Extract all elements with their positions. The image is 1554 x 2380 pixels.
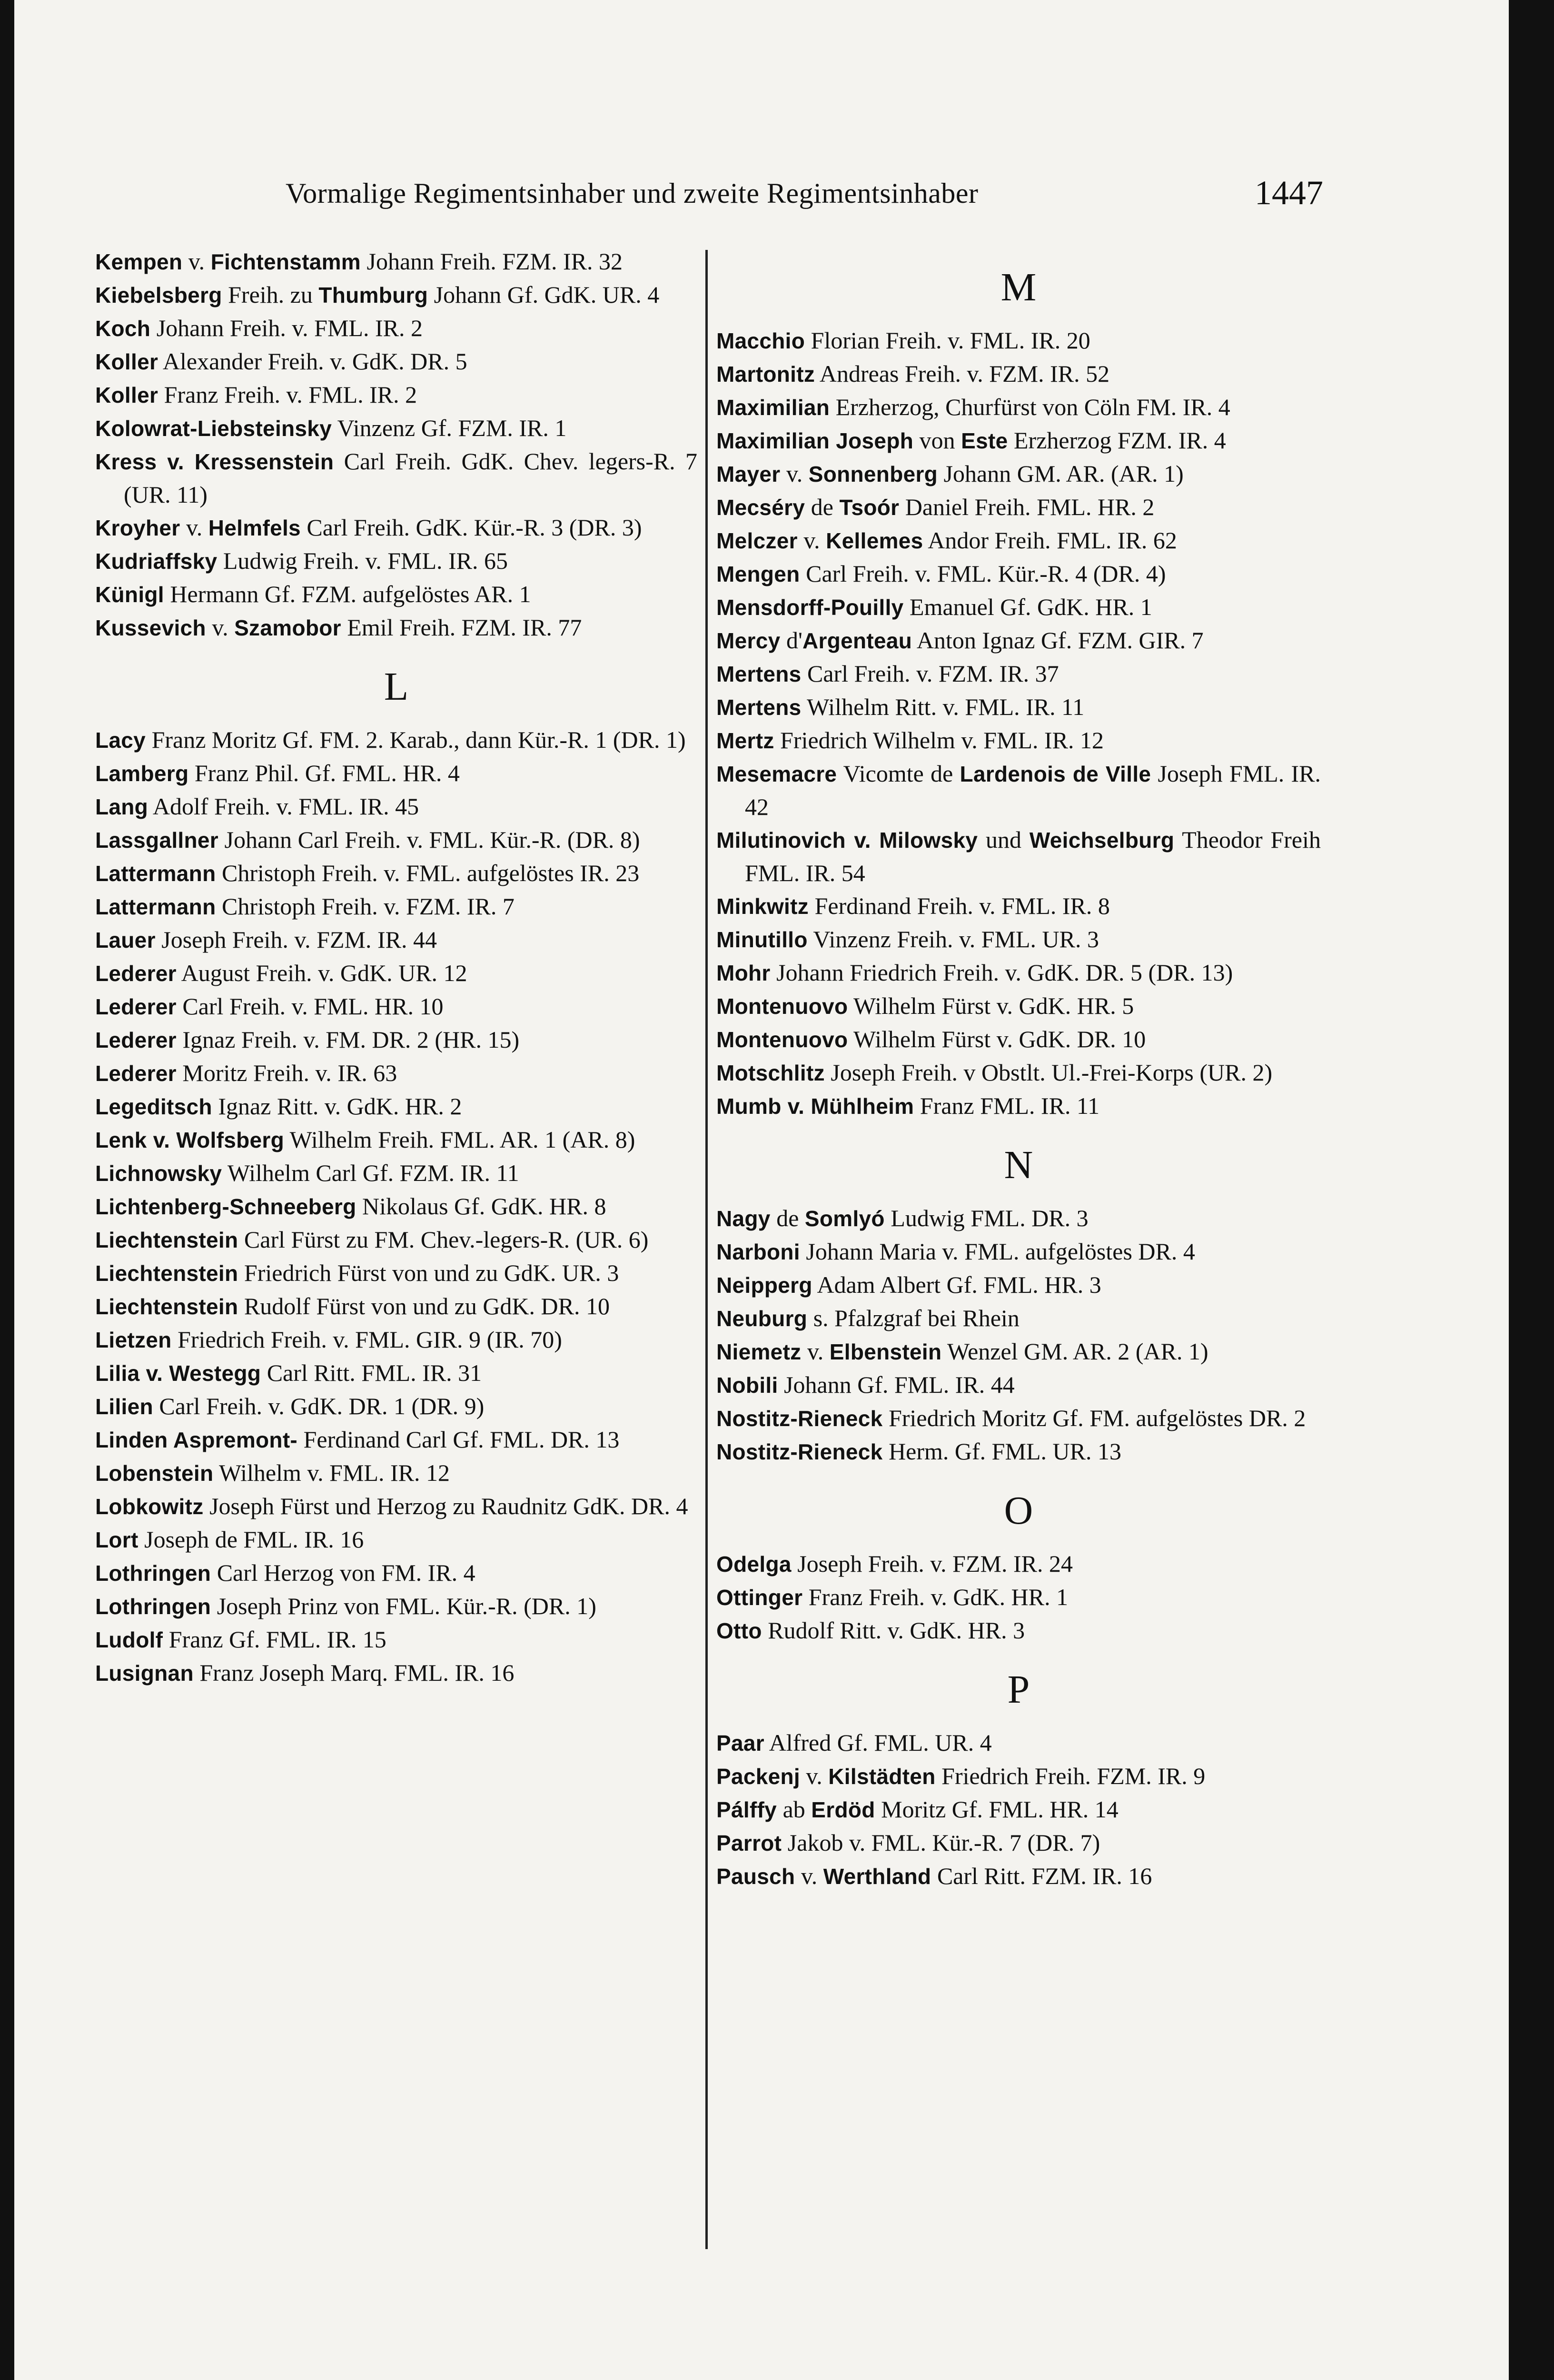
register-entry [95, 724, 697, 757]
register-entry [716, 823, 1321, 890]
entry-name: Weichselburg [1029, 828, 1175, 853]
entry-name: Fichtenstamm [210, 249, 361, 274]
entry-details: Andor Freih. FML. IR. 62 [923, 527, 1177, 554]
entry-name: Liechtenstein [95, 1294, 238, 1319]
register-entry [95, 445, 697, 511]
entry-name: Mengen [716, 562, 800, 586]
entry-details: Freih. zu [222, 281, 319, 308]
register-entry [716, 1760, 1321, 1793]
entry-name: Mecséry [716, 495, 805, 520]
entry-details: Wilhelm Fürst v. GdK. DR. 10 [848, 1026, 1146, 1052]
entry-name: Somlyó [804, 1206, 885, 1231]
entry-name: Liechtenstein [95, 1261, 238, 1286]
entry-name: Lederer [95, 1028, 177, 1052]
section-letter: P [1007, 1667, 1030, 1712]
entry-name: Lusignan [95, 1661, 194, 1686]
register-entry [95, 511, 697, 545]
entry-name: Minutillo [716, 927, 808, 952]
entry-details: Carl Freih. v. FML. HR. 10 [176, 993, 444, 1020]
register-entry [95, 990, 697, 1023]
entry-name: Kilstädten [828, 1764, 936, 1789]
entry-name: Mensdorff-Pouilly [716, 595, 904, 620]
entry-name: Lardenois de Ville [960, 762, 1151, 786]
entry-name: Motschlitz [716, 1061, 825, 1085]
entry-name: Künigl [95, 582, 164, 607]
register-entry [716, 1335, 1321, 1368]
register-entry [716, 1581, 1321, 1614]
register-entry [95, 1523, 697, 1557]
entry-details: Johann Gf. GdK. UR. 4 [428, 281, 660, 308]
register-entry [95, 757, 697, 790]
register-entry [95, 1457, 697, 1490]
entry-details: Nikolaus Gf. GdK. HR. 8 [356, 1193, 606, 1220]
register-entry [716, 524, 1321, 557]
entry-details: ab [777, 1796, 812, 1823]
entry-name: Pálffy [716, 1797, 777, 1822]
register-entry [716, 1368, 1321, 1402]
section-letter: N [1004, 1143, 1033, 1187]
entry-name: Lilien [95, 1394, 153, 1419]
register-entry [716, 724, 1321, 757]
register-entry [95, 1157, 697, 1190]
entry-name: Otto [716, 1618, 762, 1643]
register-entry [95, 378, 697, 412]
entry-details: Erzherzog FZM. IR. 4 [1008, 427, 1226, 454]
entry-details: Carl Freih. v. GdK. DR. 1 (DR. 9) [153, 1393, 485, 1419]
entry-name: Erdöd [811, 1797, 875, 1822]
entry-details: Ignaz Freih. v. FM. DR. 2 (HR. 15) [176, 1026, 520, 1053]
entry-details: Emil Freih. FZM. IR. 77 [341, 614, 582, 641]
entry-details: August Freih. v. GdK. UR. 12 [176, 960, 467, 986]
entry-details: Johann Gf. FML. IR. 44 [778, 1371, 1015, 1398]
entry-details: Carl Ritt. FML. IR. 31 [261, 1359, 482, 1386]
entry-name: Milutinovich v. Milowsky [716, 828, 978, 853]
register-entry [716, 1090, 1321, 1123]
entry-name: Lassgallner [95, 828, 218, 853]
entry-name: Lamberg [95, 761, 189, 786]
entry-details: von [913, 427, 961, 454]
entry-name: Melczer [716, 528, 798, 553]
entry-name: Maximilian [716, 395, 830, 420]
entry-name: Ottinger [716, 1585, 803, 1610]
entry-details: v. [206, 614, 235, 641]
register-entry [716, 591, 1321, 624]
entry-details: Jakob v. FML. Kür.-R. 7 (DR. 7) [782, 1829, 1100, 1856]
register-entry [716, 890, 1321, 923]
entry-name: Thumburg [318, 283, 428, 307]
register-entry [716, 424, 1321, 457]
register-entry [716, 1826, 1321, 1860]
entry-details: Erzherzog, Churfürst von Cöln FM. IR. 4 [830, 394, 1230, 420]
entry-name: Lang [95, 794, 148, 819]
entry-details: Carl Fürst zu FM. Chev.-legers-R. (UR. 6) [238, 1226, 649, 1253]
entry-details: d' [780, 627, 802, 654]
entry-details: Franz FML. IR. 11 [914, 1092, 1100, 1119]
entry-details: Johann Freih. FZM. IR. 32 [361, 248, 623, 275]
entry-details: Franz Joseph Marq. FML. IR. 16 [193, 1659, 515, 1686]
register-entry [716, 1269, 1321, 1302]
entry-details: Ludwig FML. DR. 3 [884, 1205, 1089, 1231]
register-entry [95, 412, 697, 445]
register-entry [716, 923, 1321, 956]
entry-name: Lederer [95, 1061, 177, 1086]
register-entry [716, 324, 1321, 357]
entry-name: Liechtenstein [95, 1228, 238, 1252]
register-entry [716, 1614, 1321, 1647]
entry-name: Ludolf [95, 1627, 163, 1652]
entry-details: Wilhelm Fürst v. GdK. HR. 5 [848, 992, 1134, 1019]
entry-details: v. [800, 1763, 829, 1789]
entry-name: Neipperg [716, 1273, 812, 1298]
entry-details: Wenzel GM. AR. 2 (AR. 1) [941, 1338, 1208, 1365]
entry-name: Mesemacre [716, 762, 837, 786]
entry-name: Niemetz [716, 1339, 802, 1364]
entry-details: Carl Ritt. FZM. IR. 16 [931, 1863, 1152, 1889]
entry-details: v. [182, 248, 211, 275]
register-entry [716, 956, 1321, 990]
entry-details: Alfred Gf. FML. UR. 4 [764, 1729, 992, 1756]
entry-details: Ignaz Ritt. v. GdK. HR. 2 [212, 1093, 462, 1120]
entry-name: Koch [95, 316, 151, 341]
entry-details: de [805, 494, 840, 520]
register-entry [716, 757, 1321, 823]
entry-details: Friedrich Freih. FZM. IR. 9 [935, 1763, 1206, 1789]
entry-name: Mohr [716, 961, 771, 985]
entry-name: Mercy [716, 628, 781, 653]
entry-name: Lort [95, 1527, 139, 1552]
register-entry [716, 391, 1321, 424]
register-entry [95, 1057, 697, 1090]
entry-name: Koller [95, 349, 158, 374]
entry-details: Carl Freih. GdK. Chev. legers-R. 7 (UR. 11) [124, 448, 697, 508]
entry-name: Tsoór [839, 495, 900, 520]
register-entry [716, 657, 1321, 691]
entry-name: Minkwitz [716, 894, 809, 919]
register-entry [95, 1390, 697, 1423]
entry-name: Linden Aspremont- [95, 1428, 298, 1452]
column-divider [705, 250, 708, 2249]
entry-details: Wilhelm Carl Gf. FZM. IR. 11 [222, 1160, 519, 1186]
entry-name: Lichtenberg-Schneeberg [95, 1194, 356, 1219]
entry-name: Kolowrat-Liebsteinsky [95, 416, 332, 441]
entry-name: Nagy [716, 1206, 771, 1231]
register-entry [95, 1623, 697, 1656]
entry-name: Lichnowsky [95, 1161, 222, 1186]
entry-details: Franz Freih. v. FML. IR. 2 [158, 381, 417, 408]
register-entry [95, 1357, 697, 1390]
entry-details: Vicomte de [837, 760, 960, 787]
entry-name: Maximilian Joseph [716, 428, 914, 453]
entry-name: Mertz [716, 728, 774, 753]
entry-name: Mumb v. Mühlheim [716, 1094, 914, 1119]
entry-name: Parrot [716, 1831, 782, 1855]
entry-name: Neuburg [716, 1306, 808, 1331]
entry-details: Florian Freih. v. FML. IR. 20 [805, 327, 1090, 354]
register-entry [95, 1257, 697, 1290]
page-header [286, 174, 1323, 220]
entry-details: Ludwig Freih. v. FML. IR. 65 [217, 547, 508, 574]
entry-details: Franz Gf. FML. IR. 15 [163, 1626, 386, 1653]
entry-name: Lattermann [95, 861, 216, 886]
entry-name: Nostitz-Rieneck [716, 1439, 883, 1464]
entry-details: Herm. Gf. FML. UR. 13 [882, 1438, 1121, 1465]
left-column [95, 245, 697, 1690]
entry-details: Joseph de FML. IR. 16 [138, 1526, 364, 1553]
register-entry [95, 1090, 697, 1123]
register-entry [95, 790, 697, 823]
register-entry [95, 345, 697, 378]
entry-name: Argenteau [802, 628, 912, 653]
entry-name: Packenj [716, 1764, 800, 1789]
entry-name: Mayer [716, 462, 781, 486]
register-entry [716, 491, 1321, 524]
entry-details: Wilhelm Ritt. v. FML. IR. 11 [801, 694, 1085, 720]
register-entry [716, 1056, 1321, 1090]
entry-name: Lietzen [95, 1328, 172, 1352]
entry-details: Adolf Freih. v. FML. IR. 45 [148, 793, 419, 820]
entry-details: Vinzenz Gf. FZM. IR. 1 [332, 415, 567, 441]
entry-details: Moritz Gf. FML. HR. 14 [875, 1796, 1118, 1823]
entry-name: Nobili [716, 1373, 778, 1398]
register-entry [95, 1323, 697, 1357]
register-entry [95, 545, 697, 578]
register-entry [95, 957, 697, 990]
entry-name: Pausch [716, 1864, 795, 1889]
entry-name: Kudriaffsky [95, 549, 218, 574]
entry-details: Johann Carl Freih. v. FML. Kür.-R. (DR. 8) [218, 826, 640, 853]
entry-details: v. [795, 1863, 823, 1889]
entry-details: Carl Freih. GdK. Kür.-R. 3 (DR. 3) [300, 514, 642, 541]
register-entry [95, 1290, 697, 1323]
register-entry [95, 857, 697, 890]
entry-details: Carl Freih. v. FML. Kür.-R. 4 (DR. 4) [800, 560, 1166, 587]
entry-name: Lobkowitz [95, 1494, 204, 1519]
entry-details: v. [180, 514, 208, 541]
register-entry [95, 1023, 697, 1057]
entry-name: Kussevich [95, 615, 206, 640]
register-entry [716, 1023, 1321, 1056]
entry-name: Lauer [95, 928, 156, 952]
entry-details: Joseph FML. IR. 42 [745, 760, 1321, 820]
entry-details: Theodor Freih FML. IR. 54 [745, 826, 1321, 886]
entry-details: de [770, 1205, 805, 1231]
entry-name: Lobenstein [95, 1461, 214, 1486]
register-entry [716, 1860, 1321, 1893]
entry-details: v. [780, 460, 809, 487]
entry-details: Wilhelm Freih. FML. AR. 1 (AR. 8) [284, 1126, 635, 1153]
entry-details: Joseph Prinz von FML. Kür.-R. (DR. 1) [211, 1593, 596, 1619]
entry-name: Lederer [95, 994, 177, 1019]
register-entry [716, 457, 1321, 491]
entry-name: Narboni [716, 1240, 800, 1264]
register-entry [95, 1223, 697, 1257]
register-entry [95, 312, 697, 345]
entry-details: Hermann Gf. FZM. aufgelöstes AR. 1 [164, 581, 531, 607]
entry-details: v. [797, 527, 826, 554]
register-entry [95, 823, 697, 857]
entry-name: Lattermann [95, 894, 216, 919]
entry-details: Johann GM. AR. (AR. 1) [938, 460, 1184, 487]
entry-details: Andreas Freih. v. FZM. IR. 52 [815, 360, 1110, 387]
section-letter: O [1004, 1488, 1033, 1533]
entry-details: Anton Ignaz Gf. FZM. GIR. 7 [912, 627, 1204, 654]
register-entry [95, 890, 697, 923]
entry-details: Emanuel Gf. GdK. HR. 1 [903, 594, 1152, 620]
entry-name: Sonnenberg [808, 462, 938, 486]
entry-details: v. [801, 1338, 830, 1365]
entry-name: Elbenstein [829, 1339, 942, 1364]
entry-details: Joseph Freih. v. FZM. IR. 44 [155, 926, 437, 953]
register-entry [716, 1435, 1321, 1468]
register-entry [716, 1726, 1321, 1760]
entry-name: Este [961, 428, 1008, 453]
book-page [14, 0, 1509, 2380]
register-entry [95, 923, 697, 957]
register-entry [95, 611, 697, 645]
entry-details: Alexander Freih. v. GdK. DR. 5 [158, 348, 467, 375]
entry-details: Christoph Freih. v. FZM. IR. 7 [216, 893, 515, 920]
running-head: Vormalige Regimentsinhaber und zweite Regimentsinhaber [286, 178, 979, 209]
entry-details: Friedrich Moritz Gf. FM. aufgelöstes DR. 2 [882, 1405, 1306, 1431]
entry-name: Kempen [95, 249, 183, 274]
register-entry [95, 1557, 697, 1590]
entry-name: Mertens [716, 695, 802, 720]
entry-details: Carl Freih. v. FZM. IR. 37 [801, 660, 1059, 687]
section-letter: M [1000, 265, 1037, 309]
register-entry [716, 1202, 1321, 1235]
register-entry [716, 624, 1321, 657]
register-entry [716, 557, 1321, 591]
entry-name: Lilia v. Westegg [95, 1361, 261, 1386]
entry-name: Szamobor [234, 615, 341, 640]
entry-details: Johann Friedrich Freih. v. GdK. DR. 5 (DR. 13) [770, 959, 1233, 986]
register-entry [716, 1235, 1321, 1269]
entry-details: Ferdinand Freih. v. FML. IR. 8 [809, 892, 1110, 919]
entry-name: Kiebelsberg [95, 283, 222, 307]
entry-details: Rudolf Fürst von und zu GdK. DR. 10 [238, 1293, 610, 1319]
register-entry [716, 990, 1321, 1023]
entry-details: Daniel Freih. FML. HR. 2 [899, 494, 1155, 520]
entry-name: Kress v. Kressenstein [95, 449, 334, 474]
register-entry [95, 1490, 697, 1523]
entry-name: Legeditsch [95, 1094, 212, 1119]
entry-name: Lothringen [95, 1594, 211, 1619]
register-entry [95, 1590, 697, 1623]
entry-name: Montenuovo [716, 994, 848, 1019]
entry-details: Friedrich Fürst von und zu GdK. UR. 3 [238, 1259, 619, 1286]
entry-name: Lenk v. Wolfsberg [95, 1128, 285, 1152]
entry-details: Johann Freih. v. FML. IR. 2 [150, 315, 423, 341]
right-column [716, 245, 1321, 1893]
entry-name: Lacy [95, 728, 146, 753]
entry-details: und [978, 826, 1029, 853]
register-entry [95, 245, 697, 278]
entry-details: Johann Maria v. FML. aufgelöstes DR. 4 [800, 1238, 1195, 1265]
entry-details: Wilhelm v. FML. IR. 12 [213, 1459, 450, 1486]
register-entry [716, 691, 1321, 724]
entry-name: Kroyher [95, 516, 180, 540]
section-letter: L [384, 664, 409, 709]
entry-name: Macchio [716, 328, 805, 353]
entry-name: Martonitz [716, 362, 815, 387]
entry-details: Franz Moritz Gf. FM. 2. Karab., dann Kür.-R. 1 (DR. 1) [146, 726, 686, 753]
entry-details: s. Pfalzgraf bei Rhein [807, 1305, 1020, 1331]
register-entry [95, 1423, 697, 1457]
entry-details: Carl Herzog von FM. IR. 4 [211, 1559, 475, 1586]
entry-details: Christoph Freih. v. FML. aufgelöstes IR. 23 [216, 860, 640, 886]
page-number: 1447 [1255, 174, 1323, 212]
entry-name: Lothringen [95, 1561, 211, 1586]
entry-name: Lederer [95, 961, 177, 986]
register-entry [95, 1123, 697, 1157]
register-entry [716, 1793, 1321, 1826]
entry-details: Joseph Fürst und Herzog zu Raudnitz GdK. DR. 4 [203, 1493, 688, 1519]
entry-details: Franz Phil. Gf. FML. HR. 4 [188, 760, 460, 786]
entry-details: Ferdinand Carl Gf. FML. DR. 13 [297, 1426, 620, 1453]
entry-details: Franz Freih. v. GdK. HR. 1 [802, 1584, 1069, 1610]
entry-name: Kellemes [826, 528, 923, 553]
entry-name: Werthland [823, 1864, 931, 1889]
register-entry [95, 1656, 697, 1690]
entry-name: Odelga [716, 1552, 792, 1577]
entry-details: Friedrich Freih. v. FML. GIR. 9 (IR. 70) [171, 1326, 562, 1353]
entry-name: Nostitz-Rieneck [716, 1406, 883, 1431]
entry-name: Koller [95, 383, 158, 407]
entry-details: Joseph Freih. v. FZM. IR. 24 [791, 1550, 1073, 1577]
entry-details: Rudolf Ritt. v. GdK. HR. 3 [762, 1617, 1025, 1644]
entry-details: Vinzenz Freih. v. FML. UR. 3 [807, 926, 1099, 952]
entry-details: Adam Albert Gf. FML. HR. 3 [812, 1271, 1101, 1298]
register-entry [95, 1190, 697, 1223]
entry-details: Moritz Freih. v. IR. 63 [176, 1060, 397, 1086]
register-entry [716, 357, 1321, 391]
entry-name: Paar [716, 1731, 764, 1755]
register-entry [716, 1402, 1321, 1435]
entry-name: Helmfels [208, 516, 301, 540]
register-entry [95, 278, 697, 312]
register-entry [95, 578, 697, 611]
entry-name: Mertens [716, 662, 802, 686]
register-entry [716, 1302, 1321, 1335]
entry-name: Montenuovo [716, 1027, 848, 1052]
entry-details: Joseph Freih. v Obstlt. Ul.-Frei-Korps (UR. 2) [824, 1059, 1273, 1086]
register-entry [716, 1547, 1321, 1581]
entry-details: Friedrich Wilhelm v. FML. IR. 12 [774, 727, 1104, 754]
